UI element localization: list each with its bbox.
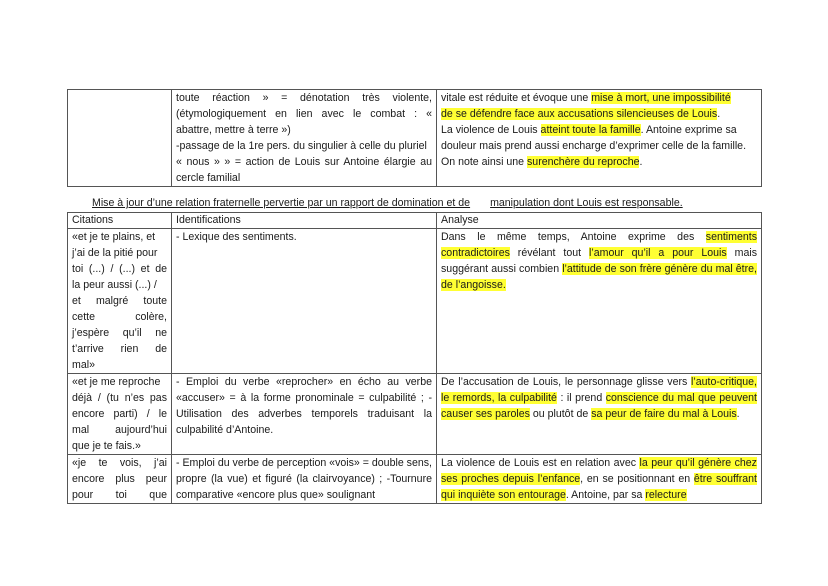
citation-line: t’arrive rien de: [72, 343, 167, 355]
citation-line: «je te vois, j’ai: [72, 457, 167, 469]
citation-line: déjà / (tu n’es pas: [72, 392, 167, 404]
identification-line: cercle familial: [176, 172, 241, 184]
column-header: Citations: [68, 213, 172, 229]
table-row: [68, 455, 762, 504]
citation-cell: [68, 455, 172, 504]
highlight: de se défendre face aux accusations silencieuses de Louis: [441, 108, 718, 120]
analysis-text: mais suggérant aussi combien: [441, 247, 757, 275]
citation-line: mal aujourd’hui: [72, 424, 167, 436]
analysis-text: . Antoine exprime sa douleur mais prend aussi encharge d’exprimer celle de la famille. On note ainsi une: [441, 124, 747, 168]
analysis-text: . Antoine, par sa: [565, 489, 646, 501]
citation-line: j’espère qu’il ne: [72, 327, 167, 339]
highlight: sentiments contradictoires: [441, 231, 757, 259]
table-row: [68, 90, 762, 187]
citation-line: «et je te plains, et: [72, 231, 156, 243]
top-table: [67, 89, 762, 187]
highlight: la peur qu’il génère chez ses proches depuis l’enfance: [441, 457, 757, 485]
analysis-text: La violence de Louis: [441, 124, 541, 136]
highlight: être souffrant qui inquiète son entourage: [441, 473, 757, 501]
analysis-text: .: [717, 108, 721, 120]
identification-cell: - Lexique des sentiments.: [172, 229, 437, 374]
identification-line: toute réaction » = dénotation très violente,: [176, 92, 432, 104]
section-caption: [92, 197, 683, 209]
analysis-text: .: [639, 156, 643, 168]
analysis-text: révélant tout: [509, 247, 590, 259]
analysis-text: vitale est réduite et évoque une: [441, 92, 592, 104]
citation-line: «et je me reproche: [72, 376, 161, 388]
table-row: [68, 229, 762, 374]
citation-cell: [68, 90, 172, 187]
highlight: surenchère du reproche: [527, 156, 640, 168]
citation-line: j’ai de la pitié pour: [72, 247, 158, 259]
highlight: relecture: [645, 489, 687, 501]
highlight: l’amour qu’il a pour Louis: [589, 247, 727, 259]
highlight: conscience du mal que peuvent causer ses paroles: [441, 392, 757, 420]
table-row: [68, 374, 762, 455]
citation-cell: [68, 229, 172, 374]
analysis-cell: [437, 90, 762, 187]
analysis-cell: [437, 229, 762, 374]
identification-line: (étymologiquement en lien avec le combat : «: [176, 108, 432, 120]
analysis-text: .: [736, 408, 740, 420]
highlight: sa peur de faire du mal à Louis: [591, 408, 737, 420]
citation-line: cette colère,: [72, 311, 167, 323]
citation-line: la peur aussi (...) /: [72, 279, 157, 291]
citation-line: encore parti) / le: [72, 408, 167, 420]
citation-line: mal»: [72, 359, 95, 371]
identification-cell: - Emploi du verbe «reprocher» en écho au verbe «accuser» = à la forme pronominale = culpabilité ; - Utilisation des adverbes temporels traduisant la culpabilité d’Antoine.: [172, 374, 437, 455]
column-header: Analyse: [437, 213, 762, 229]
identification-cell: - Emploi du verbe de perception «vois» = double sens, propre (la vue) et figuré (la clairvoyance) ; -Tournure comparative «encore plus que» soulignant: [172, 455, 437, 504]
analysis-text: ou plutôt de: [529, 408, 592, 420]
identification-line: abattre, mettre à terre »): [176, 124, 291, 136]
caption-part: manipulation dont Louis est responsable.: [490, 197, 683, 209]
identification-cell: [172, 90, 437, 187]
analysis-text: : il prend: [556, 392, 606, 404]
citation-line: pour toi que: [72, 489, 167, 501]
table-header-row: [68, 213, 762, 229]
citation-cell: [68, 374, 172, 455]
highlight: l’attitude de son frère génère du mal être, de l’angoisse.: [441, 263, 757, 291]
identification-line: « nous » » = action de Louis sur Antoine élargie au: [176, 156, 432, 168]
citation-line: que je te fais.»: [72, 440, 141, 452]
highlight: l’auto-critique, le remords, la culpabilité: [441, 376, 757, 404]
identification-line: -passage de la 1re pers. du singulier à celle du pluriel: [176, 140, 427, 152]
citation-line: toi (...) / (...) et de: [72, 263, 167, 275]
analysis-table: [67, 212, 762, 504]
analysis-text: , en se positionnant en: [580, 473, 694, 485]
analysis-cell: [437, 455, 762, 504]
column-header: Identifications: [172, 213, 437, 229]
analysis-text: La violence de Louis est en relation avec: [441, 457, 640, 469]
highlight: atteint toute la famille: [540, 124, 641, 136]
highlight: mise à mort, une impossibilité: [591, 92, 731, 104]
caption-part: Mise à jour d’une relation fraternelle pervertie par un rapport de domination et de: [92, 197, 471, 209]
citation-line: et malgré toute: [72, 295, 167, 307]
analysis-text: De l’accusation de Louis, le personnage glisse vers: [441, 376, 692, 388]
citation-line: encore plus peur: [72, 473, 167, 485]
analysis-text: Dans le même temps, Antoine exprime des: [441, 231, 706, 243]
analysis-cell: [437, 374, 762, 455]
